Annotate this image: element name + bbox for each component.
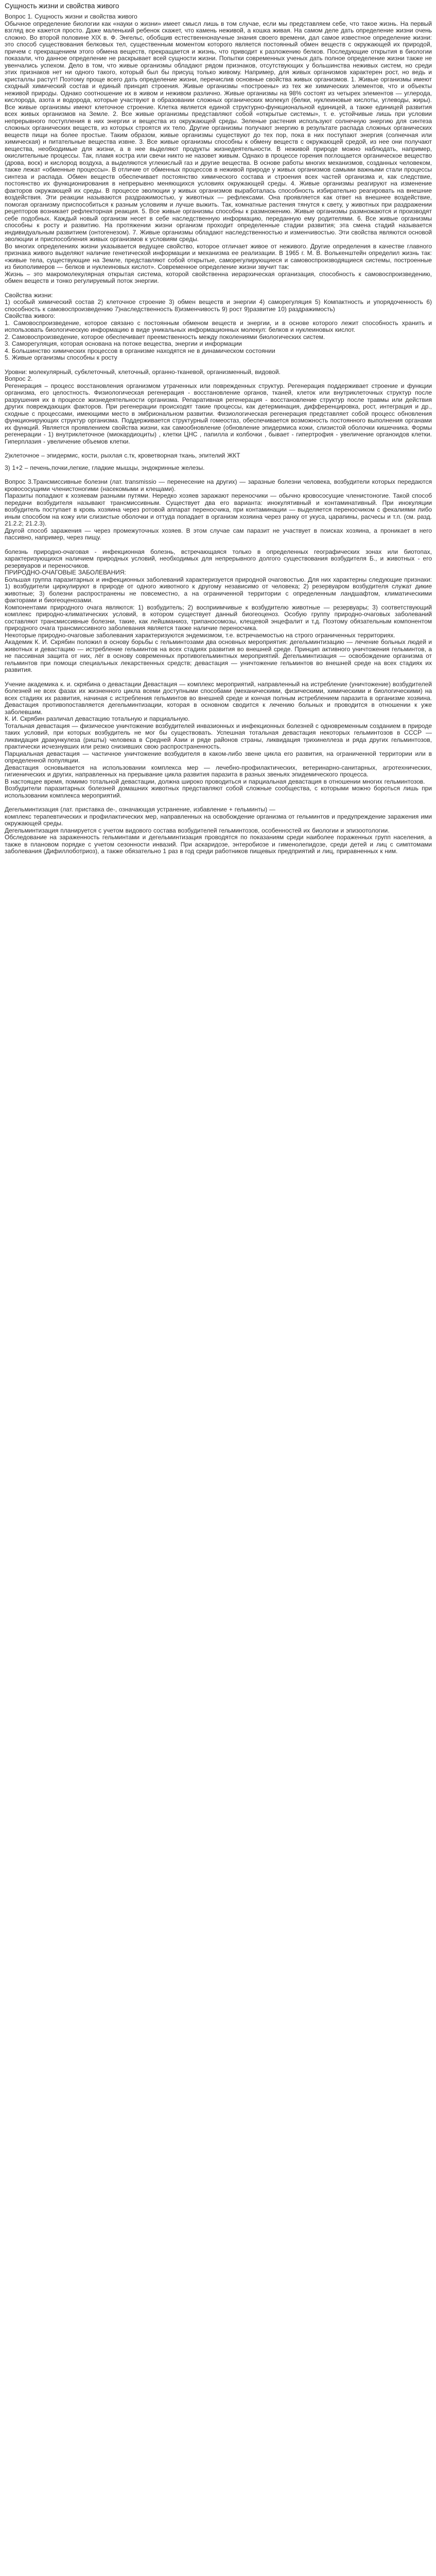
paragraph: 4. Большинство химических процессов в организме находятся не в динамическом состоянии [5, 347, 275, 354]
section-transmissive-diseases [5, 479, 432, 541]
paragraph: 3. Саморегуляция, которая основана на потоке вещества, энергии и информации [5, 340, 242, 347]
paragraph: Возбудители паразитарных болезней домашних животных представляют собой сложные сообщества, с которыми можно бороться лишь при использовании комплекса мероприятий. [5, 785, 432, 799]
paragraph: Дегельминтизация планируется с учетом видового состава возбудителей гельминтозов, особенностей их биологии и эпизоотологии. [5, 826, 390, 834]
page-title: Сущность жизни и свойства живого [5, 2, 119, 10]
paragraph: Обычное определение биологии как «науки о жизни» имеет смысл лишь в том случае, если мы представляем себе, что такое жизнь. На первый взгляд все кажется просто. Даже маленький ребенок скажет, что камень неживой, а кошка живая. На самом деле дать определение жизни очень сложно. Во второй половине XIX в. Ф. Энгельс, обобщив естественнонаучные знания своего времени, дал самое известное определение жизни: это способ существования белковых тел, существенным моментом которого является постоянный обмен веществ с окружающей их природой, причем с прекращением этого обмена веществ, прекращается и жизнь, что приводит к разложению белков. Последующие открытия в биологии показали, что данное определение не раскрывает всей сущности жизни. Попытки современных ученых дать полное определение жизни также не увенчались успехом. Дело в том, что живые организмы обладают рядом признаков, отсутствующих у большинства неживых систем, но среди этих признаков нет ни одного такого, который был бы присущ только живому. Например, для живых организмов характерен рост, но ведь и кристаллы растут! Поэтому проще всего дать определение жизни, перечислив основные свойства живых организмов. 1. Живые организмы имеют сходный химический состав и единый принцип строения. Живые организмы «построены» из тех же химических элементов, что и объекты неживой природы. Однако соотношение их в живом и неживом различно. Живые организмы на 98% состоят из четырех элементов — углерода, кислорода, азота и водорода, которые участвуют в образовании сложных органических молекул (белки, нуклеиновые кислоты, углеводы, жиры). Все живые организмы имеют клеточное строение. Клетка является единой структурно-функциональной единицей, а также единицей развития всех живых организмов на Земле. 2. Все живые организмы представляют собой «открытые системы», т. е. устойчивые лишь при условии непрерывного поступления в них энергии и вещества из окружающей среды. Зеленые растения используют солнечную энергию для синтеза сложных органических веществ, из которых строятся их тело. Другие организмы получают энергию в результате распада сложных органических веществ пищи на более простые. Таким образом, живые организмы существуют до тех пор, пока в них поступают энергия (солнечная или химическая) и питательные вещества извне. 3. Все живые организмы способны к обмену веществ с окружающей средой, из нее они получают вещества, необходимые для жизни, а в нее выделяют продукты жизнедеятельности. В неживой природе можно наблюдать, например, окислительные процессы. Так, пламя костра или свечи никто не назовет живым. Однако в процессе горения поглощается органическое вещество (дрова, воск) и кислород воздуха, а выделяются углекислый газ и другие вещества. В основе работы многих механизмов, созданных человеком, также лежат «обменные процессы». В отличие от обменных процессов в неживой природе у живых организмов самыми важными стали процессы синтеза и распада. Обмен веществ обеспечивает постоянство химического состава и строения всех частей организма и, как следствие, постоянство их функционирования в непрерывно меняющихся условиях окружающей среды. 4. Живые организмы реагируют на изменение факторов окружающей их среды. В процессе эволюции у живых организмов выработалась способность избирательно реагировать на внешние воздействия. Эти реакции называются раздражимостью, у животных — рефлексами. Она проявляется как ответ на внешнее воздействие, помогая организму приспособиться к разным условиям и лучше выжить. Так, комнатные растения тянутся к свету, у животных при раздражении рецепторов возникает рефлекторная реакция. 5. Все живые организмы способны к размножению. Живые организмы размножаются и производят себе подобных. Каждый новый организм несет в себе наследственную информацию, переданную ему родителями. 6. Все живые организмы способны к росту и развитию. На протяжении жизни организм проходит определенные стадии развития; эта смена стадий называется индивидуальным развитием (онтогенезом). 7. Живые организмы обладают наследственностью и изменчивостью. Эти свойства являются основой эволюции и приспособления живых организмов к условиям среды. [5, 20, 432, 243]
paragraph: Парциальная девастация — частичное уничтожение возбудителя в каком-либо звене цикла его развития, на ограниченной территории или в определенной популяции. [5, 750, 432, 764]
paragraph: Некоторые природно-очаговые заболевания характеризуются эндемизмом, т.е. встречаемостью на строго ограниченных территориях. [5, 631, 395, 639]
paragraph: 2. Самовоспроизведение, которое обеспечивает преемственность между поколениями биологических систем. [5, 333, 325, 341]
paragraph: Академик К. И. Скрябин положил в основу борьбы с гельминтозами два основных мероприятия: дегельминтизацию — лечение больных людей и животных и девастацию — истребление гельминтов на всех стадиях развития во внешней среде. Принцип активного уничтожения гельминтов, а не пассивная защита от них, лёг в основу современных противогельминтных мероприятий. Дегельминтизация — освобождение организма от гельминтов при помощи специальных лекарственных средств; девастация — уничтожение гельминтов во внешней среде на всех стадиях их развития. [5, 638, 432, 673]
paragraph: болезнь природно-очаговая - инфекционная болезнь, встречающаяся только в определенных географических зонах или биотопах, характеризующихся наличием природных условий, необходимых для непрерывного долгого существования возбудителя Б., и животных - его резервуаров и переносчиков. [5, 548, 432, 569]
paragraph: Во многих определениях жизни указывается ведущее свойство, которое отличает живое от неживого. Другие определения в качестве главного признака живого выделяют наличие генетической информации и механизма ее реализации. В 1965 г. М. В. Волькенштейн определил жизнь так: «живые тела, существующие на Земле, представляют собой открытые, саморегулирующиеся и самовоспроизводящиеся системы, построенные из биополимеров — белков и нуклеиновых кислот». Современное определение жизни звучит так: [5, 242, 432, 270]
paragraph: 2)клеточное – эпидермис, кости, рыхлая с.тк, кроветворная ткань, эпителий ЖКТ [5, 452, 240, 459]
question-heading: Вопрос 1. Сущность жизни и свойства живого [5, 13, 137, 20]
paragraph: Другой способ заражения — через промежуточных хозяев. В этом случае сам паразит не участвует в поисках хозяина, а проникает в него пассивно, например, через пищу. [5, 527, 432, 541]
section-regeneration [5, 369, 432, 446]
paragraph: Уровни: молекулярный, субклеточный, клеточный, органно-тканевой, организменный, видовой. [5, 368, 281, 376]
paragraph: К. И. Скрябин различал девастацию тотальную и парциальную. [5, 715, 190, 722]
paragraph: Вопрос 2. [5, 375, 33, 382]
paragraph: Дегельминтизация (лат. приставка de-, означающая устранение, избавление + гельминты) — [5, 806, 275, 813]
paragraph: 1. Самовоспроизведение, которое связано с постоянным обменом веществ и энергии, и в основе которого лежит способность хранить и использовать биологическую информацию в виде уникальных информационных молекул: белков и нуклеиновых кислот. [5, 319, 432, 333]
section-natural-focal-diseases [5, 549, 432, 674]
paragraph: Обследование на зараженность гельминтами и дегельминтизация проводятся по показаниям среди наиболее пораженных групп населения, а также в плановом порядке с учетом сезонности инвазий. При аскаридозе, энтеробиозе и гименолепидозе, среди детей и лиц с симптомами заболевания (Дифиллоботриоз), а также обязательно 1 раз в год среди работников пищевых предприятий и лиц, приравненных к ним. [5, 834, 432, 855]
section-degelmintization [5, 806, 432, 855]
paragraph: Вопрос 3.Трансмиссивные болезни (лат. transmissio — перенесение на других) — заразные болезни человека, возбудители которых передаются кровососущими членистоногими (насекомыми и клещами). [5, 478, 432, 493]
paragraph: 3) 1+2 – печень,почки,легкие, гладкие мышцы, эндокринные железы. [5, 464, 205, 471]
paragraph: Учение академика к. и. скрябина о девастации Девастация — комплекс мероприятий, направленный на истребление (уничтожение) возбудителей болезней не всех фазах их жизненного цикла всеми доступными способами (механическими, физическими, химическими и биологическими) на всех стадиях их развития, начиная с истребления гельминтов во внешней среде и кончая полным истреблением паразита в организме хозяина. Девастация противопоставляется дегельминтизации, которая в основном сводится к лечению больных и проводится в отношении к уже заболевшим. [5, 680, 432, 716]
paragraph: комплекс терапевтических и профилактических мер, направленных на освобождение организма от гельминтов и предупреждение заражения ими окружающей среды. [5, 812, 432, 827]
paragraph: Свойства живого: [5, 312, 56, 319]
paragraph: Свойства жизни: [5, 291, 53, 299]
section-cellular-regeneration [5, 452, 432, 460]
paragraph: 1) особый химический состав 2) клеточное строение 3) обмен веществ и энергии 4) саморегуляция 5) Компактность и упорядоченность 6) способность к самовоспроизведению 7)наследственность 8)изменчивость 9) рост 9)развитие 10) раздражимость) [5, 298, 432, 313]
section-essence-of-life [5, 21, 432, 285]
paragraph: Регенерация – процесс восстановления организмом утраченных или поврежденных структур. Регенерация поддерживает строение и функции организма, его целостность. Физиологическая регенерация - восстановление органов, тканей, клеток или внутриклеточных структур после разрушения их в процессе жизнедеятельности организма. Репаративная регенерация - восстановление структур после травмы или действия других повреждающих факторов. При регенерации происходят такие процессы, как детерминация, дифференцировка, рост, интеграция и др., сходные с процессами, имеющими место в эмбриональном развитии. Физиологическая регенерация представляет собой процесс обновления функционирующих структур организма. Поддерживается структурный гомеостаз, обеспечивается возможность постоянного выполнения органами их функций. Является проявлением свойства жизни, как самообновление (обновление эпидермиса кожи, слизистой оболочки кишечника. Формы регенерации - 1) внутриклеточное (миокардиоциты) , клетки ЦНС , папилла и колбочки , бывает - гипертрофия - увеличение органоидов клетки. Гиперплазия - увеличение объемов клетки. [5, 382, 432, 445]
paragraph: Компонентами природного очага являются: 1) возбудитель; 2) восприимчивые к возбудителю животные — резервуары; 3) соответствующий комплекс природно-климатических условий, в котором существует данный биогеоценоз. Особую группу природно-очаговых заболеваний составляют трансмиссивные болезни, такие, как лейшманиоз, трипаносомозы, клещевой энцефалит и т.д. Поэтому обязательным компонентом природного очага трансмиссивного заболевания является также наличие переносчика. [5, 603, 432, 632]
section-properties [5, 292, 432, 362]
paragraph: Девастация основывается на использовании комплекса мер — лечебно-профилактических, ветеринарно-санитарных, агротехнических, гигиенических и других, направленных на прерывание цикла развития паразита в разных звеньях эпидемического процесса. [5, 764, 432, 778]
section-devastation [5, 681, 432, 800]
paragraph: Жизнь – это макромолекулярная открытая система, которой свойственна иерархическая организация, способность к самовоспроизведению, обмен веществ и тонко регулируемый поток энергии. [5, 270, 432, 284]
paragraph: Большая группа паразитарных и инфекционных заболеваний характеризуется природной очаговостью. Для них характерны следующие признаки: 1) возбудители циркулируют в природе от одного животного к другому независимо от человека; 2) резервуаром возбудителя служат дикие животные; 3) болезни распространены не повсеместно, а на ограниченной территории с определенным ландшафтом, климатическими факторами и биогеоценозами. [5, 575, 432, 604]
paragraph: В настоящее время, помимо тотальной девастации, должна широко проводиться и парциальная девастация в отношении многих гельминтозов. [5, 777, 425, 785]
paragraph: Тотальная девастация — физическое уничтожение возбудителей инвазионных и инфекционных болезней с одновременным созданием в природе таких условий, при которых возбудитель не мог бы существовать. Успешная тотальная девастация некоторых гельминтозов в СССР — ликвидация дракункулеза (ришты) человека в Средней Азии и ряде районов страны, ликвидация трихинеллеза и ряда других гельминтозов, практически исчезнувших или резко снизивших свою распространенность. [5, 722, 432, 750]
section-mixed-regeneration [5, 465, 432, 472]
paragraph: 5. Живые организмы способны к росту [5, 354, 117, 361]
paragraph: ПРИРОДНО-ОЧАГОВЫЕ ЗАБОЛЕВАНИЯ: [5, 569, 126, 576]
paragraph: Паразиты попадают к хозяевам разными путями. Нередко хозяев заражают переносчики — обычно кровососущие членистоногие. Такой способ передачи возбудителя называют трансмиссивным. Существует два его варианта: инокулятивный и контаминативный. При инокуляции возбудитель поступает в кровь хозяина через ротовой аппарат переносчика, при контаминации — выделяется переносчиком с фекалиями либо иным способом на кожу или слизистые оболочки и оттуда попадает в организм хозяина через ранку от укуса, царапины, расчесы и т.п. (см. разд. 21.2.2; 21.2.3). [5, 492, 432, 527]
